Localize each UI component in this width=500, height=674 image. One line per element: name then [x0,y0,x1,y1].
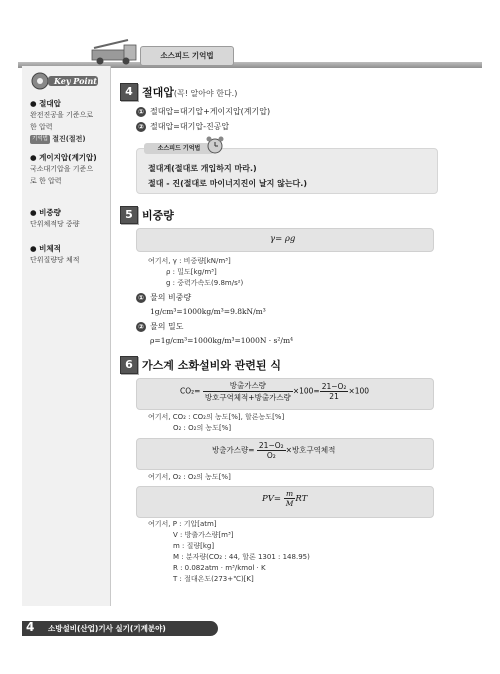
alarm-clock-icon [204,136,226,154]
section-title: 가스계 소화설비와 관련된 식 [142,359,281,372]
definition: 여기서, P : 기압[atm] [148,520,217,528]
key-point-logo [30,70,100,92]
memo-line: 절대 - 진(절대로 마이너지진이 날지 않는다.) [148,179,307,188]
formula: 방출가스량= $\frac{\text{21−O₂}}{\text{O₂}}$ ×방호구역체적 [212,441,336,460]
definition: M : 분자량(CO₂ : 44, 할론 1301 : 148.95) [173,553,310,561]
definition: R : 0.082atm · m³/kmol · K [173,564,266,572]
section-title: 절대압(꼭! 알아야 한다.) [142,86,238,99]
definition: O₂ : O₂의 농도[%] [173,424,232,432]
definition: T : 절대온도(273+℃)[K] [173,575,254,583]
section-title: 비중량 [142,209,174,222]
formula: γ= ρg [270,234,296,244]
sidebar-item: ● 게이지압(계기압) 국소대기압을 기준으 로 한 압력 [30,153,97,185]
memo-chip: 기억법 [32,135,48,142]
definition: ρ : 밀도[kg/m³] [166,268,217,276]
section-number: 6 [120,356,138,374]
memo-tab: 소스피드 기억법 [144,143,214,154]
memo-line: 절대계(절대로 개입하지 마라.) [148,164,257,173]
definition: 여기서, γ : 비중량[kN/m³] [148,257,231,265]
list-item: ① 물의 비중량 [136,292,191,303]
page-number: 4 [26,620,35,634]
list-item: ② 절대압=대기압-진공압 [136,121,229,132]
formula: PV= $\frac{m}{M}$ RT [262,489,308,508]
sidebar-item: ● 비체적 단위질량당 체적 [30,244,80,264]
formula: 1g/cm³=1000kg/m³=9.8kN/m³ [150,307,266,316]
fire-truck-icon [90,38,142,66]
footer-bar: 소방설비(산업)기사 실기(기계분야) [22,621,218,636]
definition: V : 방출가스량[m³] [173,531,234,539]
section-number: 4 [120,83,138,101]
sidebar-item: ● 절대압 완전진공을 기준으로 한 압력 기억법 절진(절전) [30,99,94,143]
list-item: ② 물의 밀도 [136,321,183,332]
sidebar [22,66,111,606]
formula: ρ=1g/cm³=1000kg/m³=1000N · s²/m⁴ [150,336,294,345]
definition: g : 중력가속도(9.8m/s²) [166,279,244,287]
header-tab: 소스피드 기억법 [140,46,234,66]
formula: CO₂= $\frac{\text{방출가스량}}{\text{방호구역체적+방출가스량}}$ ×100= $\frac{\text{21−O₂}}{21}$ ×100 [180,381,370,402]
list-item: ① 절대압=대기압+게이지압(계기압) [136,106,270,117]
svg-text:Key Point: Key Point [54,76,97,86]
definition: 여기서, O₂ : O₂의 농도[%] [148,473,231,481]
definition: 여기서, CO₂ : CO₂의 농도[%], 할론농도[%] [148,413,285,421]
sidebar-item: ● 비중량 단위체적당 중량 [30,208,80,228]
section-number: 5 [120,206,138,224]
definition: m : 질량[kg] [173,542,215,550]
